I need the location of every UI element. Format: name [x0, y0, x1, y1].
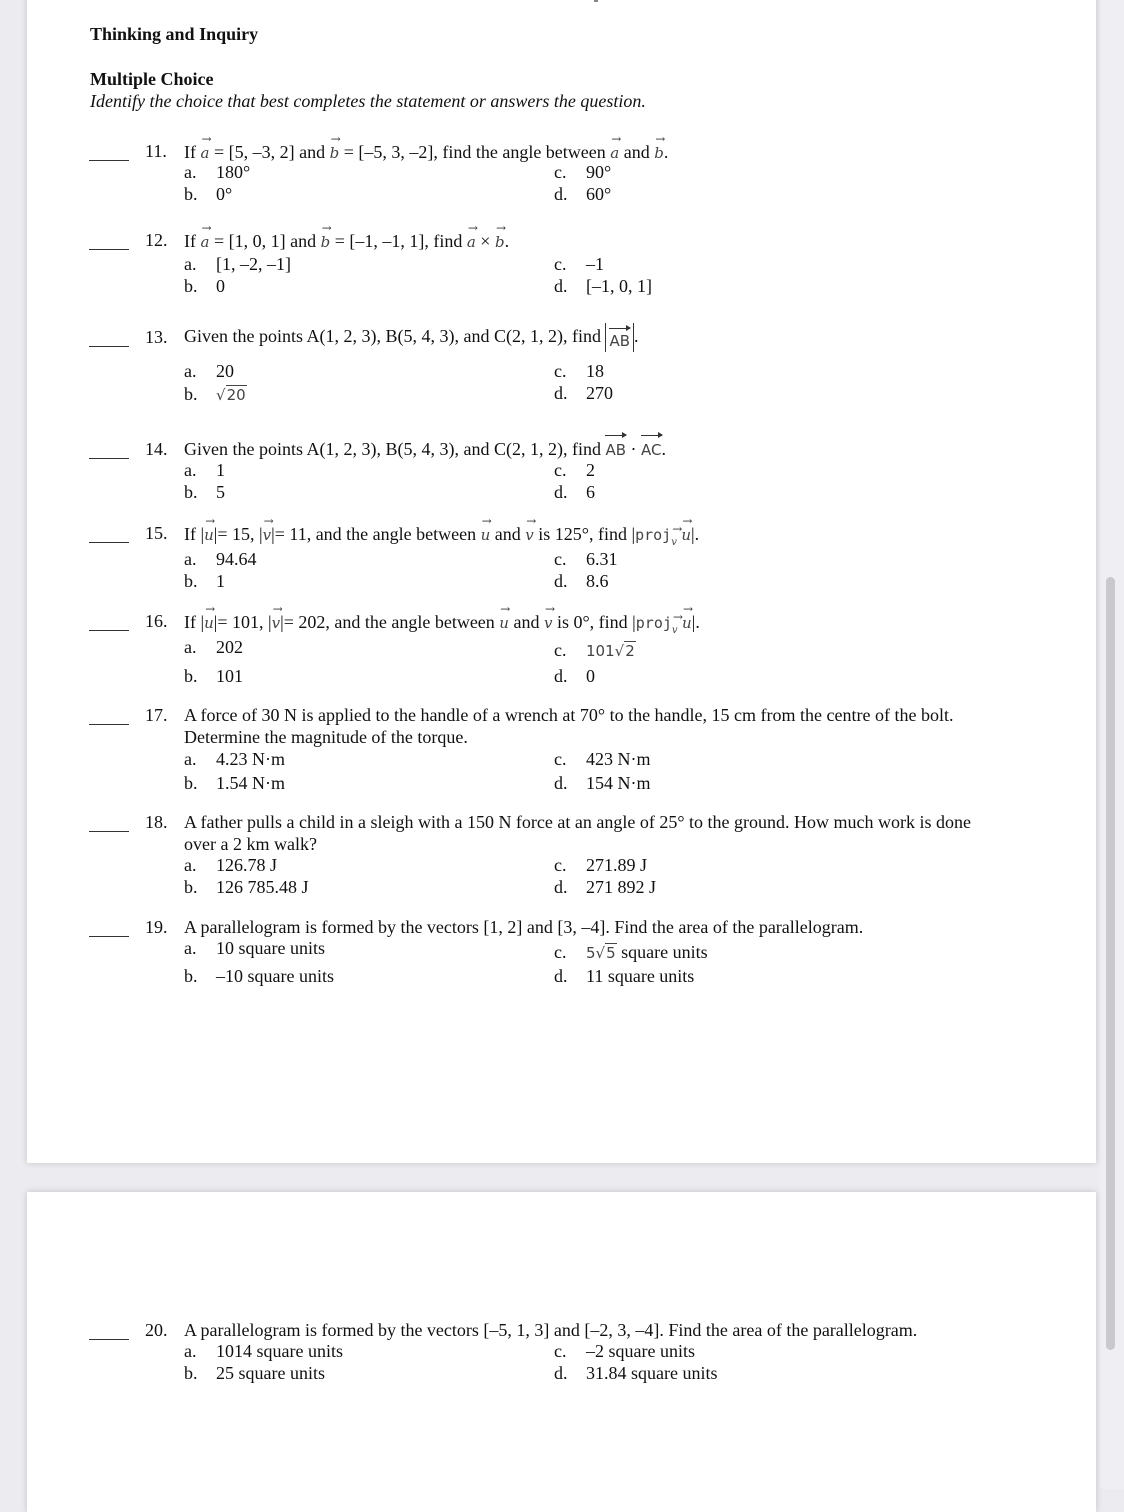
- vector-b: → b: [321, 229, 331, 253]
- option-c: c. 18: [554, 361, 604, 381]
- option-b: b. 126 785.48 J: [184, 877, 309, 897]
- question-text-line-2: over a 2 km walk?: [184, 834, 317, 854]
- question-number: 12.: [145, 230, 168, 250]
- option-d: d. 31.84 square units: [554, 1363, 718, 1383]
- question-number: 13.: [145, 327, 168, 347]
- option-c: c. 423 N·m: [554, 749, 651, 769]
- vector-a: → a: [610, 140, 619, 164]
- question-text: Given the points A(1, 2, 3), B(5, 4, 3), and C(2, 1, 2), find AB · AC.: [184, 439, 666, 459]
- option-d: d. 271 892 J: [554, 877, 657, 897]
- option-b: b. 1.54 N·m: [184, 773, 285, 793]
- vector-a: → a: [201, 140, 210, 164]
- option-a: a. 94.64: [184, 549, 257, 569]
- question-number: 18.: [145, 812, 168, 832]
- question-number: 16.: [145, 611, 168, 631]
- question-number: 14.: [145, 439, 168, 459]
- option-a: a. 1: [184, 460, 225, 480]
- option-a: a. 20: [184, 361, 234, 381]
- option-c: c. 2: [554, 460, 595, 480]
- option-b: b. –10 square units: [184, 966, 334, 986]
- question-text: Given the points A(1, 2, 3), B(5, 4, 3), and C(2, 1, 2), find AB .: [184, 316, 639, 356]
- answer-blank[interactable]: [89, 630, 129, 631]
- answer-blank[interactable]: [89, 1339, 129, 1340]
- vector-a: → a: [467, 229, 476, 253]
- option-c: c. 5√5 square units: [554, 942, 708, 962]
- vector-b: → b: [330, 140, 340, 164]
- option-c: c. –1: [554, 254, 604, 274]
- question-number: 19.: [145, 917, 168, 937]
- question-text-line-1: A father pulls a child in a sleigh with a 150 N force at an angle of 25° to the ground. How much work is done: [184, 812, 972, 832]
- option-b: b. 0: [184, 276, 225, 296]
- section-title: Thinking and Inquiry: [90, 24, 259, 44]
- option-a: a. 1014 square units: [184, 1341, 343, 1361]
- question-text: A parallelogram is formed by the vectors [–5, 1, 3] and [–2, 3, –4]. Find the area of the parallelogram.: [184, 1320, 918, 1340]
- answer-blank[interactable]: [89, 724, 129, 725]
- question-text: A parallelogram is formed by the vectors [1, 2] and [3, –4]. Find the area of the parallelogram.: [184, 917, 864, 937]
- answer-blank[interactable]: [89, 249, 129, 250]
- question-number: 15.: [145, 523, 168, 543]
- answer-blank[interactable]: [89, 542, 129, 543]
- question-text: If |→ u|= 15, |→ v|= 11, and the angle between → u and → v is 125°, find |proj→ $_v$ → u|.: [184, 522, 699, 554]
- option-a: a. 202: [184, 637, 243, 657]
- option-d: d. 270: [554, 383, 613, 403]
- question-text: If → a = [5, –3, 2] and → b = [–5, 3, –2], find the angle between → a and → b.: [184, 140, 668, 164]
- option-c: c. 101√2: [554, 640, 635, 660]
- subsection-title: Multiple Choice: [90, 69, 214, 89]
- question-text-line-2: Determine the magnitude of the torque.: [184, 727, 468, 747]
- answer-blank[interactable]: [89, 831, 129, 832]
- question-text: If → a = [1, 0, 1] and → b = [–1, –1, 1], find → a × → b.: [184, 229, 509, 253]
- option-d: d. 154 N·m: [554, 773, 651, 793]
- page-mark: [594, 0, 598, 2]
- option-d: d. 11 square units: [554, 966, 695, 986]
- question-number: 17.: [145, 705, 168, 725]
- answer-blank[interactable]: [89, 458, 129, 459]
- option-c: c. –2 square units: [554, 1341, 695, 1361]
- option-a: a. 4.23 N·m: [184, 749, 285, 769]
- option-a: a. [1, –2, –1]: [184, 254, 291, 274]
- scrollbar-thumb[interactable]: [1106, 577, 1115, 1350]
- question-number: 11.: [145, 141, 167, 161]
- vector-b: → b: [654, 140, 664, 164]
- option-a: a. 10 square units: [184, 938, 325, 958]
- answer-blank[interactable]: [89, 936, 129, 937]
- vector-ab: AB: [605, 441, 627, 459]
- question-text: If |→ u|= 101, |→ v|= 202, and the angle between → u and → v is 0°, find |proj→ $_v$ → u|.: [184, 610, 700, 642]
- option-d: d. 60°: [554, 184, 612, 204]
- question-text-line-1: A force of 30 N is applied to the handle of a wrench at 70° to the handle, 15 cm from the centre of the bolt.: [184, 705, 954, 725]
- option-c: c. 6.31: [554, 549, 618, 569]
- option-b: b. 101: [184, 666, 243, 686]
- answer-blank[interactable]: [89, 346, 129, 347]
- question-number: 20.: [145, 1320, 168, 1340]
- answer-blank[interactable]: [89, 160, 129, 161]
- vector-ac: AC: [641, 441, 662, 459]
- instructions: Identify the choice that best completes the statement or answers the question.: [90, 91, 646, 111]
- option-a: a. 180°: [184, 162, 251, 182]
- vector-a: → a: [201, 229, 210, 253]
- option-c: c. 90°: [554, 162, 612, 182]
- option-c: c. 271.89 J: [554, 855, 648, 875]
- option-b: b. 0°: [184, 184, 233, 204]
- vector-b: → b: [495, 229, 505, 253]
- option-d: d. 6: [554, 482, 595, 502]
- option-b: b. √20: [184, 384, 246, 404]
- option-d: d. 8.6: [554, 571, 609, 591]
- option-d: d. 0: [554, 666, 595, 686]
- option-b: b. 5: [184, 482, 225, 502]
- option-a: a. 126.78 J: [184, 855, 278, 875]
- option-d: d. [–1, 0, 1]: [554, 276, 652, 296]
- option-b: b. 25 square units: [184, 1363, 325, 1383]
- option-b: b. 1: [184, 571, 225, 591]
- magnitude-expression: AB: [605, 323, 634, 352]
